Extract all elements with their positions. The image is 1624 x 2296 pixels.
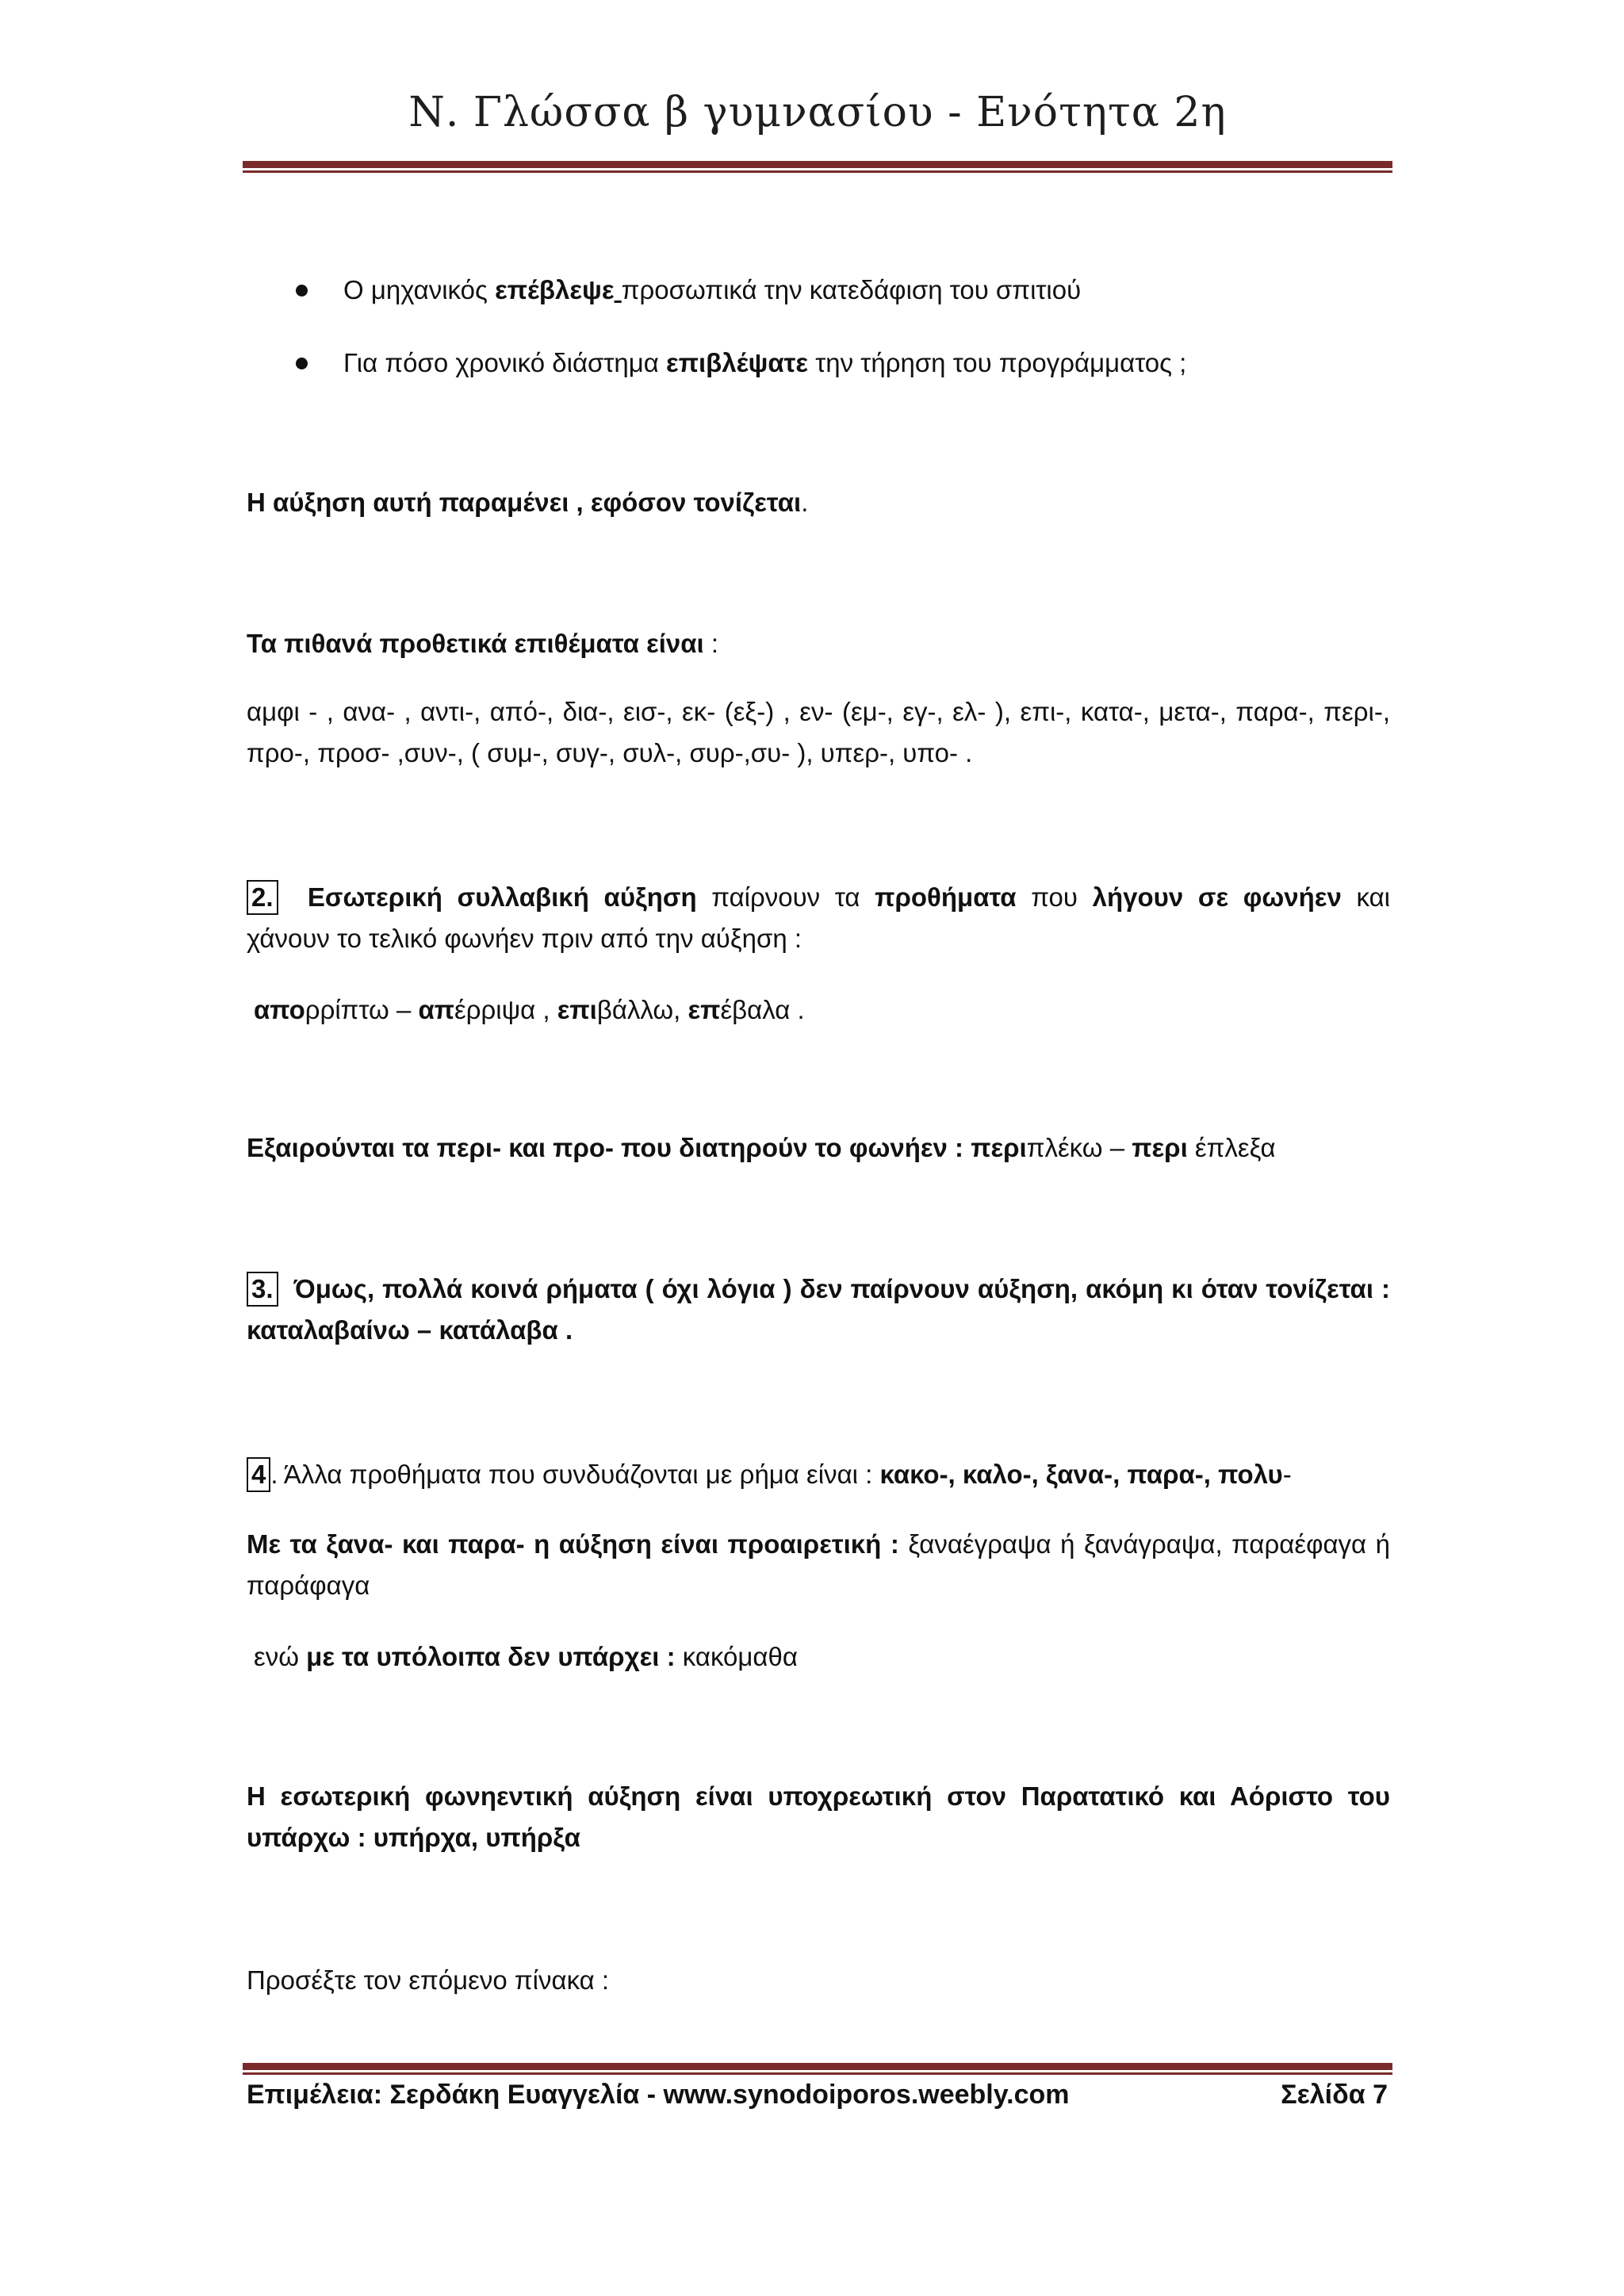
document-page: Ν. Γλώσσα β γυμνασίου - Ενότητα 2η Ο μηχανικός επέβλεψε προσωπικά την κατεδάφιση του σπιτιού Για πόσο χρονικό διάστημα επιβλέψατε την τήρηση του προγράμματος ; Η αύξηση αυτή παραμένει , εφόσον τονίζεται. Τα πιθανά προθετικά επιθέματα είναι : αμφι - , ανα- , αντι-, από-, δια-, εισ-, εκ- (εξ-) , εν- (εμ-, εγ-, ελ- ), επι-, κατα-, μετα-, παρα-, περι-, προ-, προσ- ,συν-, ( συμ-, συγ-, συλ-, συρ-,συ- ), υπερ-, υπο- . 2. Εσωτερική συλλαβική αύξηση παίρνουν τα προθήματα που λήγουν σε φωνήεν και χάνουν το τελικό φωνήεν πριν από την αύξηση : απορρίπτω – απέρριψα , επιβάλλω, επέβαλα . Εξαιρούνται τα περι- και προ- που διατηρούν το φωνήεν : περιπλέκω – περι έπλεξα 3. Όμως, πολλά κοινά ρήματα ( όχι λόγια ) δεν παίρνουν αύξηση, ακόμη κι όταν τονίζεται : καταλαβαίνω – κατάλαβα . 4 . Άλλα προθήματα που συνδυάζονται με ρήμα είναι : κακο-, καλο-, ξανα-, παρα-, πολυ- Με τα ξανα- και παρα- η αύξηση είναι προαιρετική : ξαναέγραψα ή ξανάγραψα, παραέφαγα ή παράφαγα ενώ με τα υπόλοιπα δεν υπάρχει : κακόμαθα Η εσωτερική φωνηεντική αύξηση είναι υποχρεωτική στον Παρατατικό και Αόριστο του υπάρχω : υπήρχα, υπήρξα Προσέξτε τον επόμενο πίνακα : Επιμέλεια: Σερδάκη Ευαγγελία - www.synodoiporos.weebly.com Σελίδα 7 [0, 0, 1624, 2296]
section-4-paragraph: 4 . Άλλα προθήματα που συνδυάζονται με ρήμα είναι : κακο-, καλο-, ξανα-, παρα-, πολυ- [247, 1454, 1390, 1495]
internal-augment-paragraph: Η εσωτερική φωνηεντική αύξηση είναι υποχρεωτική στον Παρατατικό και Αόριστο του υπάρχω : υπήρχα, υπήρξα [247, 1781, 1390, 1852]
section-2-examples: απορρίπτω – απέρριψα , επιβάλλω, επέβαλα . [254, 995, 805, 1024]
exception-paragraph: Εξαιρούνται τα περι- και προ- που διατηρούν το φωνήεν : περιπλέκω – περι έπλεξα [247, 1133, 1276, 1162]
page-number: Σελίδα 7 [1281, 2080, 1388, 2110]
bullet-dot-icon [296, 285, 308, 297]
remaining-prefixes-paragraph: ενώ με τα υπόλοιπα δεν υπάρχει : κακόμαθα [254, 1642, 798, 1671]
section-number-box: 2. [247, 880, 278, 915]
prefixes-heading: Τα πιθανά προθετικά επιθέματα είναι : [247, 629, 719, 658]
section-number-box: 4 [247, 1457, 270, 1492]
section-2-paragraph: 2. Εσωτερική συλλαβική αύξηση παίρνουν τα προθήματα που λήγουν σε φωνήεν και χάνουν το τελικό φωνήεν πριν από την αύξηση : [247, 877, 1390, 959]
page-header-title: Ν. Γλώσσα β γυμνασίου - Ενότητα 2η [408, 89, 1227, 136]
augment-rule-paragraph: Η αύξηση αυτή παραμένει , εφόσον τονίζεται. [247, 488, 809, 517]
optional-augment-paragraph: Με τα ξανα- και παρα- η αύξηση είναι προαιρετική : ξαναέγραψα ή ξανάγραψα, παραέφαγα ή παράφαγα [247, 1529, 1390, 1600]
table-note: Προσέξτε τον επόμενο πίνακα : [247, 1965, 610, 1995]
prefixes-list: αμφι - , ανα- , αντι-, από-, δια-, εισ-, εκ- (εξ-) , εν- (εμ-, εγ-, ελ- ), επι-, κατα-, μετα-, παρα-, περι-, προ-, προσ- ,συν-, ( συμ-, συγ-, συλ-, συρ-,συ- ), υπερ-, υπο- . [247, 697, 1390, 767]
header-rule [243, 161, 1392, 173]
section-3-paragraph: 3. Όμως, πολλά κοινά ρήματα ( όχι λόγια ) δεν παίρνουν αύξηση, ακόμη κι όταν τονίζεται : καταλαβαίνω – κατάλαβα . [247, 1269, 1390, 1351]
bullet-dot-icon [296, 358, 308, 369]
footer-credit: Επιμέλεια: Σερδάκη Ευαγγελία - www.synodoiporos.weebly.com [247, 2080, 1070, 2110]
section-number-box: 3. [247, 1272, 278, 1307]
